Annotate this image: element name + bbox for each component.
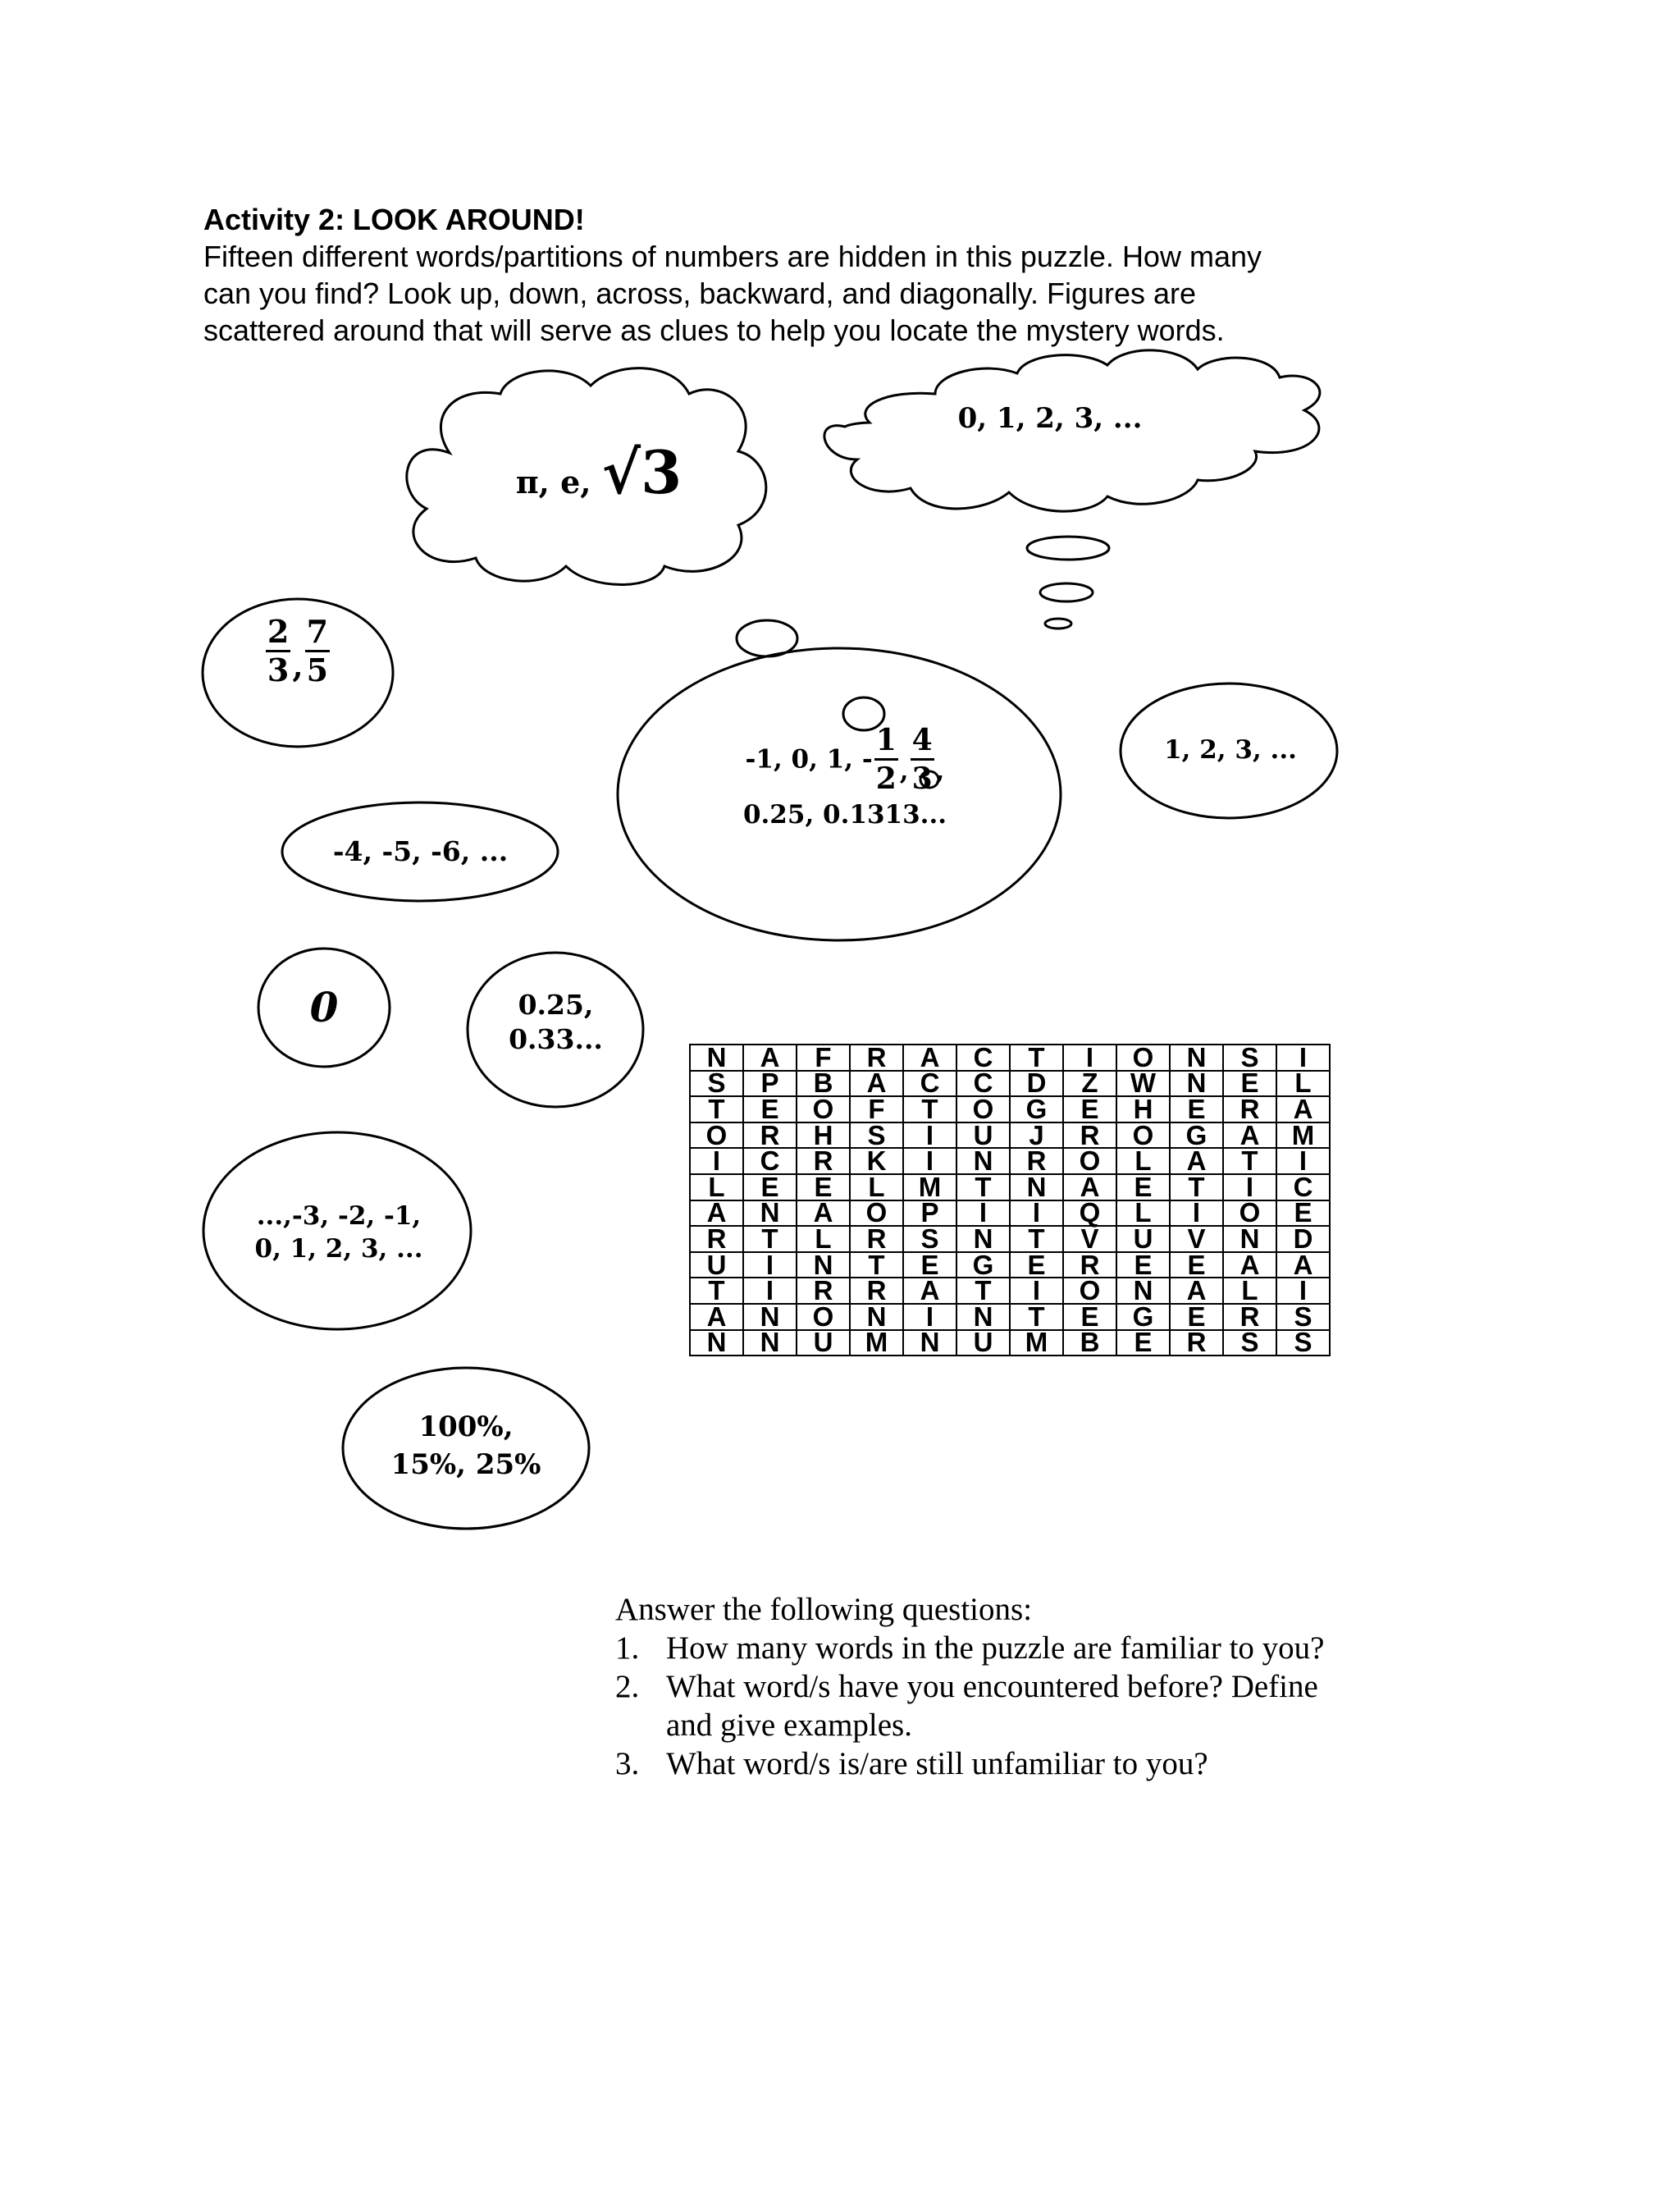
grid-cell: A: [1276, 1096, 1330, 1122]
grid-cell: S: [1223, 1045, 1276, 1071]
grid-cell: A: [850, 1071, 903, 1097]
clue-integers-line: ...,-3, -2, -1,: [256, 1201, 422, 1231]
fraction-one-half: [874, 722, 898, 797]
grid-cell: A: [1223, 1252, 1276, 1278]
grid-row: [690, 1122, 1330, 1149]
instruction-line: scattered around that will serve as clues to help you locate the mystery words.: [203, 313, 1225, 347]
grid-row: [690, 1330, 1330, 1356]
grid-cell: N: [1170, 1045, 1223, 1071]
grid-cell: E: [743, 1174, 797, 1200]
grid-cell: A: [1063, 1174, 1116, 1200]
grid-cell: M: [1010, 1330, 1063, 1356]
grid-cell: N: [743, 1304, 797, 1330]
grid-cell: I: [1010, 1200, 1063, 1227]
clue-negative: [312, 834, 529, 870]
fraction-numerator: 2: [266, 614, 290, 652]
grid-cell: O: [1116, 1122, 1170, 1149]
grid-cell: N: [797, 1252, 850, 1278]
grid-row: [690, 1071, 1330, 1097]
clue-irrational-text: π, e,: [515, 464, 591, 501]
fraction-denominator: 3: [911, 761, 933, 796]
fraction-two-thirds: [266, 614, 290, 688]
grid-cell: N: [1223, 1226, 1276, 1252]
grid-cell: E: [1116, 1174, 1170, 1200]
thought-circle: [1040, 583, 1093, 601]
instruction-line: Fifteen different words/partitions of numbers are hidden in this puzzle. How many: [203, 240, 1262, 273]
grid-cell: C: [903, 1071, 956, 1097]
grid-cell: O: [797, 1304, 850, 1330]
grid-cell: R: [850, 1226, 903, 1252]
grid-cell: E: [1170, 1252, 1223, 1278]
grid-cell: U: [956, 1122, 1010, 1149]
grid-cell: W: [1116, 1071, 1170, 1097]
grid-cell: G: [1010, 1096, 1063, 1122]
grid-cell: N: [690, 1330, 743, 1356]
clue-natural-text: 1, 2, 3, ...: [1164, 735, 1297, 765]
clue-real-line2: 0.25, 0.1313...: [742, 800, 947, 830]
grid-cell: F: [850, 1096, 903, 1122]
question-line: What word/s is/are still unfamiliar to you?: [666, 1746, 1208, 1781]
grid-cell: I: [1010, 1278, 1063, 1304]
grid-cell: L: [690, 1174, 743, 1200]
grid-cell: O: [850, 1200, 903, 1227]
grid-cell: I: [690, 1148, 743, 1174]
grid-cell: K: [850, 1148, 903, 1174]
grid-cell: A: [690, 1200, 743, 1227]
clue-whole: [927, 400, 1173, 437]
clue-negative-text: -4, -5, -6, ...: [332, 835, 509, 867]
fraction-numerator: 4: [911, 722, 934, 761]
grid-cell: E: [1116, 1252, 1170, 1278]
question-item: [615, 1629, 1436, 1667]
clue-fractions: [240, 614, 355, 688]
grid-cell: U: [1116, 1226, 1170, 1252]
question-number: 1.: [615, 1630, 640, 1666]
grid-cell: C: [956, 1071, 1010, 1097]
grid-row: [690, 1174, 1330, 1200]
clue-real: [681, 722, 1009, 833]
fraction-denominator: 5: [306, 652, 329, 688]
grid-cell: I: [903, 1122, 956, 1149]
grid-cell: I: [743, 1278, 797, 1304]
grid-cell: E: [1063, 1304, 1116, 1330]
grid-cell: O: [690, 1122, 743, 1149]
grid-cell: R: [1170, 1330, 1223, 1356]
grid-cell: M: [1276, 1122, 1330, 1149]
grid-cell: T: [850, 1252, 903, 1278]
grid-cell: L: [1116, 1148, 1170, 1174]
grid-cell: C: [743, 1148, 797, 1174]
grid-cell: E: [1170, 1096, 1223, 1122]
grid-cell: R: [1063, 1252, 1116, 1278]
grid-cell: N: [1170, 1071, 1223, 1097]
clue-real-line1: [681, 722, 1009, 797]
grid-cell: E: [1116, 1330, 1170, 1356]
grid-cell: Z: [1063, 1071, 1116, 1097]
grid-cell: S: [903, 1226, 956, 1252]
grid-cell: T: [690, 1096, 743, 1122]
grid-cell: V: [1063, 1226, 1116, 1252]
grid-cell: S: [690, 1071, 743, 1097]
word-search-grid: [689, 1041, 1331, 1358]
grid-cell: I: [743, 1252, 797, 1278]
fraction-numerator: 1: [874, 722, 898, 761]
grid-cell: L: [1116, 1200, 1170, 1227]
grid-cell: O: [797, 1096, 850, 1122]
grid-cell: C: [956, 1045, 1010, 1071]
clue-integers: [220, 1200, 458, 1265]
question-number: 2.: [615, 1669, 640, 1704]
grid-row: [690, 1304, 1330, 1330]
grid-cell: F: [797, 1045, 850, 1071]
grid-row: [690, 1226, 1330, 1252]
question-line: How many words in the puzzle are familiar to you?: [666, 1630, 1325, 1666]
grid-cell: G: [1116, 1304, 1170, 1330]
grid-cell: N: [850, 1304, 903, 1330]
clue-decimals-line: 0.25,: [518, 989, 594, 1021]
grid-cell: H: [797, 1122, 850, 1149]
grid-cell: U: [956, 1330, 1010, 1356]
grid-cell: N: [1010, 1174, 1063, 1200]
grid-cell: M: [903, 1174, 956, 1200]
fraction-four-thirds: [911, 722, 934, 797]
thought-circle: [1027, 537, 1109, 560]
grid-cell: N: [743, 1330, 797, 1356]
grid-cell: O: [1223, 1200, 1276, 1227]
grid-cell: O: [1116, 1045, 1170, 1071]
question-line: and give examples.: [666, 1708, 912, 1743]
grid-cell: E: [797, 1174, 850, 1200]
grid-cell: N: [690, 1045, 743, 1071]
grid-cell: N: [956, 1226, 1010, 1252]
clue-whole-text: 0, 1, 2, 3, ...: [957, 402, 1143, 435]
grid-cell: S: [1223, 1330, 1276, 1356]
grid-cell: E: [1276, 1200, 1330, 1227]
clue-real-integers: -1, 0, 1, -: [745, 744, 873, 775]
grid-cell: J: [1010, 1122, 1063, 1149]
clue-irrational: [492, 437, 705, 515]
grid-cell: P: [743, 1071, 797, 1097]
grid-row: [690, 1096, 1330, 1122]
grid-cell: R: [743, 1122, 797, 1149]
question-item: [615, 1744, 1436, 1783]
grid-cell: N: [956, 1304, 1010, 1330]
grid-cell: V: [1170, 1226, 1223, 1252]
grid-cell: I: [1276, 1148, 1330, 1174]
grid-cell: L: [850, 1174, 903, 1200]
grid-cell: A: [903, 1045, 956, 1071]
grid-cell: R: [1063, 1122, 1116, 1149]
grid-cell: R: [690, 1226, 743, 1252]
grid-cell: L: [797, 1226, 850, 1252]
grid-row: [690, 1252, 1330, 1278]
fraction-comma: ,: [292, 647, 304, 684]
grid-cell: R: [850, 1278, 903, 1304]
grid-cell: T: [1010, 1045, 1063, 1071]
grid-cell: L: [1223, 1278, 1276, 1304]
grid-cell: C: [1276, 1174, 1330, 1200]
grid-cell: T: [1010, 1226, 1063, 1252]
grid-cell: B: [1063, 1330, 1116, 1356]
grid-cell: A: [1223, 1122, 1276, 1149]
clue-percent: [363, 1408, 568, 1484]
thought-circle: [1045, 619, 1071, 629]
grid-cell: I: [903, 1148, 956, 1174]
grid-cell: R: [1010, 1148, 1063, 1174]
grid-cell: E: [1063, 1096, 1116, 1122]
question-text: [666, 1744, 1436, 1783]
grid-cell: T: [690, 1278, 743, 1304]
grid-cell: I: [956, 1200, 1010, 1227]
grid-cell: N: [743, 1200, 797, 1227]
grid-cell: U: [797, 1330, 850, 1356]
grid-cell: D: [1276, 1226, 1330, 1252]
radical-three: √3: [601, 437, 682, 507]
grid-cell: G: [956, 1252, 1010, 1278]
grid-cell: E: [1170, 1304, 1223, 1330]
grid-cell: P: [903, 1200, 956, 1227]
grid-cell: Q: [1063, 1200, 1116, 1227]
grid-cell: O: [1063, 1278, 1116, 1304]
grid-cell: L: [1276, 1071, 1330, 1097]
grid-cell: T: [956, 1174, 1010, 1200]
grid-cell: H: [1116, 1096, 1170, 1122]
grid-cell: M: [850, 1330, 903, 1356]
grid-cell: G: [1170, 1122, 1223, 1149]
grid-cell: E: [1010, 1252, 1063, 1278]
clue-natural: [1132, 734, 1329, 766]
grid-cell: T: [1170, 1174, 1223, 1200]
questions-section: [615, 1590, 1436, 1783]
grid-cell: I: [1276, 1278, 1330, 1304]
grid-cell: I: [1063, 1045, 1116, 1071]
grid-cell: E: [903, 1252, 956, 1278]
grid-cell: R: [797, 1148, 850, 1174]
grid-cell: I: [1276, 1045, 1330, 1071]
grid-cell: I: [903, 1304, 956, 1330]
instruction-line: can you find? Look up, down, across, backward, and diagonally. Figures are: [203, 277, 1197, 310]
fraction-comma: ,: [899, 757, 909, 786]
grid-cell: B: [797, 1071, 850, 1097]
grid-row: [690, 1278, 1330, 1304]
grid-cell: T: [903, 1096, 956, 1122]
grid-cell: A: [1170, 1278, 1223, 1304]
clue-decimals-line: 0.33...: [509, 1023, 603, 1055]
question-text: [666, 1667, 1436, 1744]
grid-cell: T: [1223, 1148, 1276, 1174]
fraction-denominator: 3: [267, 652, 290, 688]
questions-intro: Answer the following questions:: [615, 1592, 1033, 1627]
activity-title: Activity 2: LOOK AROUND!: [203, 203, 585, 236]
fraction-seven-fifths: [305, 614, 330, 688]
grid-cell: E: [743, 1096, 797, 1122]
clue-integers-line: 0, 1, 2, 3, ...: [254, 1234, 423, 1264]
grid-cell: A: [743, 1045, 797, 1071]
grid-cell: E: [1223, 1071, 1276, 1097]
clue-percent-line: 100%,: [418, 1410, 514, 1443]
grid-cell: D: [1010, 1071, 1063, 1097]
clue-zero-text: 0: [309, 983, 339, 1031]
grid-cell: N: [1116, 1278, 1170, 1304]
grid-cell: R: [1223, 1304, 1276, 1330]
grid-row: [690, 1045, 1330, 1071]
grid-cell: A: [797, 1200, 850, 1227]
grid-cell: O: [956, 1096, 1010, 1122]
grid-cell: S: [1276, 1304, 1330, 1330]
grid-cell: T: [1010, 1304, 1063, 1330]
grid-cell: A: [1276, 1252, 1330, 1278]
grid-cell: S: [1276, 1330, 1330, 1356]
grid-cell: N: [903, 1330, 956, 1356]
grid-cell: A: [903, 1278, 956, 1304]
question-item: [615, 1667, 1436, 1744]
grid-cell: U: [690, 1252, 743, 1278]
grid-cell: A: [690, 1304, 743, 1330]
question-line: What word/s have you encountered before? Define: [666, 1669, 1318, 1704]
grid-cell: I: [1223, 1174, 1276, 1200]
grid-cell: R: [797, 1278, 850, 1304]
grid-cell: S: [850, 1122, 903, 1149]
grid-cell: A: [1170, 1148, 1223, 1174]
grid-cell: N: [956, 1148, 1010, 1174]
fraction-comma: ,: [935, 757, 945, 786]
grid-cell: T: [743, 1226, 797, 1252]
grid-cell: R: [1223, 1096, 1276, 1122]
grid-cell: T: [956, 1278, 1010, 1304]
question-number: 3.: [615, 1746, 640, 1781]
clue-zero: [275, 983, 373, 1032]
grid-cell: R: [850, 1045, 903, 1071]
grid-cell: I: [1170, 1200, 1223, 1227]
fraction-numerator: 7: [305, 614, 330, 652]
grid-row: [690, 1148, 1330, 1174]
grid-cell: O: [1063, 1148, 1116, 1174]
question-text: [666, 1629, 1436, 1667]
fraction-denominator: 2: [875, 761, 897, 796]
clue-decimals: [484, 988, 628, 1057]
clue-percent-line: 15%, 25%: [390, 1448, 541, 1481]
grid-row: [690, 1200, 1330, 1227]
